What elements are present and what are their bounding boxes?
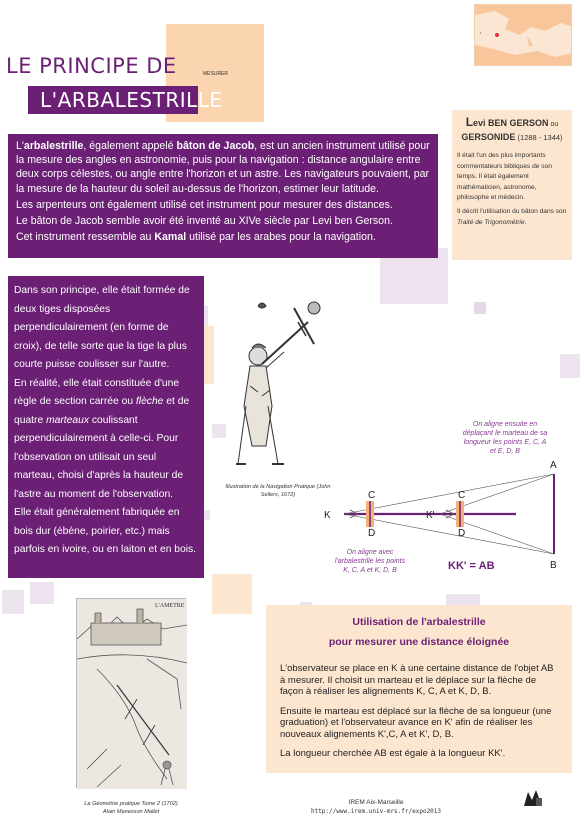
decor-square	[474, 302, 486, 314]
usage-paragraph: La longueur cherchée AB est égale à la longueur KK'.	[280, 748, 506, 759]
surveying-engraving	[76, 598, 186, 788]
principle-paragraph: Dans son principe, elle était formée de deux tiges disposées perpendiculairement (en forme de croix), de telle sorte que la tige la plus courte puisse coulisser sur l'autre.	[14, 285, 190, 370]
decor-square	[30, 582, 54, 604]
label-kprime: K'	[426, 510, 435, 521]
engraving-plate-number: L'AMETRE	[155, 603, 185, 609]
figure-caption: La Géométrie pratique Tome 2 (1702) Alain Manesson Mallet	[84, 801, 178, 815]
footer-org: IREM Aix-Marseille	[348, 799, 404, 806]
principle-paragraph: Elle était généralement fabriquée en bois dur (ébène, poirier, etc.) mais parfois en ivoire, ou en laiton et en bois.	[14, 507, 197, 555]
decor-square	[560, 354, 580, 378]
page-title-line2: L'ARBALESTRILLE	[40, 88, 223, 112]
diagram-note-bottom: On aligne avec l'arbalestrille les points K, C, A et K, D, B	[334, 549, 406, 574]
principle-paragraph: En réalité, elle était constituée d'une règle de section carrée ou flèche et de quatre marteaux coulissant perpendiculairement à celle-ci. Pour l'observation on utilisait un seul marteau, choisi d'après la hauteur de l'astre au moment de l'observation.	[14, 377, 190, 500]
term-baton-de-jacob: bâton de Jacob	[176, 140, 255, 152]
term-kamal: Kamal	[154, 231, 187, 244]
sight-line-ka	[344, 474, 554, 514]
usage-paragraph: L'observateur se place en K à une certaine distance de l'objet AB à mesurer. Il choisit un marteau et le déplace sur la flèche de façon à réaliser les alignements K, C, A et K, D, B.	[280, 663, 554, 697]
intro-paragraph: Cet instrument ressemble au Kamal utilisé par les arabes pour la navigation.	[16, 231, 376, 244]
diagram-note-top: On aligne ensuite en déplaçant le marteau de sa longueur les points E, C, A et E, D, B	[462, 421, 548, 455]
label-d2: D	[458, 528, 466, 539]
intro-paragraph: Les arpenteurs ont également utilisé cet instrument pour mesurer des distances.	[16, 198, 393, 211]
term-arbalestrille: arbalestrille	[23, 140, 84, 152]
biography-sidebar	[452, 110, 572, 260]
label-c: C	[368, 490, 376, 501]
figure-caption: Illustration de la Navigation Pratique (John Sellers, 1672)	[225, 484, 331, 498]
biography-text: Il était l'un des plus importants commentateurs bibliques de son temps. Il était également mathématicien, astronome, philosophe et médecin. Il décrit l'utilisation du bâton dans son Traité de Trigonométrie.	[457, 152, 567, 226]
label-c2: C	[458, 490, 466, 501]
intro-paragraph: L'arbalestrille, également appelé bâton de Jacob, est un ancien instrument utilisé pour la mesure des angles en astronomie, puis pour la navigation : distance angulaire entre deux corps célestes, ou angle entre l'horizon et un astre. Les navigateurs pouvaient, par la mesure de la hauteur du soleil au-dessus de l'horizon, estimer leur latitude.	[16, 140, 430, 195]
usage-title: Utilisation de l'arbalestrille	[352, 616, 486, 628]
irem-logo-icon	[522, 786, 544, 808]
category-tag: MESURER	[203, 71, 229, 77]
label-d: D	[368, 528, 376, 539]
usage-subtitle: pour mesurer une distance éloignée	[328, 636, 510, 648]
measurement-diagram	[300, 410, 580, 580]
decor-square	[212, 574, 252, 614]
principle-block	[8, 276, 204, 578]
usage-box	[266, 605, 572, 773]
intro-block	[8, 134, 438, 258]
usage-paragraph: Ensuite le marteau est déplacé sur la flèche de sa longueur (une graduation) et l'observateur avance en K' afin de réaliser les nouveaux alignements K',C, A et K', D, B.	[280, 705, 552, 740]
mediterranean-map	[474, 4, 572, 66]
equation: KK' = AB	[448, 560, 495, 572]
label-k: K	[324, 510, 331, 521]
footer-url[interactable]: http://www.irem.univ-mrs.fr/expo2013	[310, 808, 442, 815]
map-marker-label: •	[480, 30, 482, 35]
label-a: A	[550, 460, 557, 471]
footer	[296, 798, 456, 816]
biography-name: Levi BEN GERSON ou GERSONIDE (1288 - 1344)	[461, 115, 563, 142]
page-title-line1: LE PRINCIPE DE	[6, 54, 177, 78]
intro-paragraph: Le bâton de Jacob semble avoir été inventé au XIVe siècle par Levi ben Gerson.	[16, 215, 393, 228]
label-b: B	[550, 560, 557, 571]
decor-square	[2, 590, 24, 614]
